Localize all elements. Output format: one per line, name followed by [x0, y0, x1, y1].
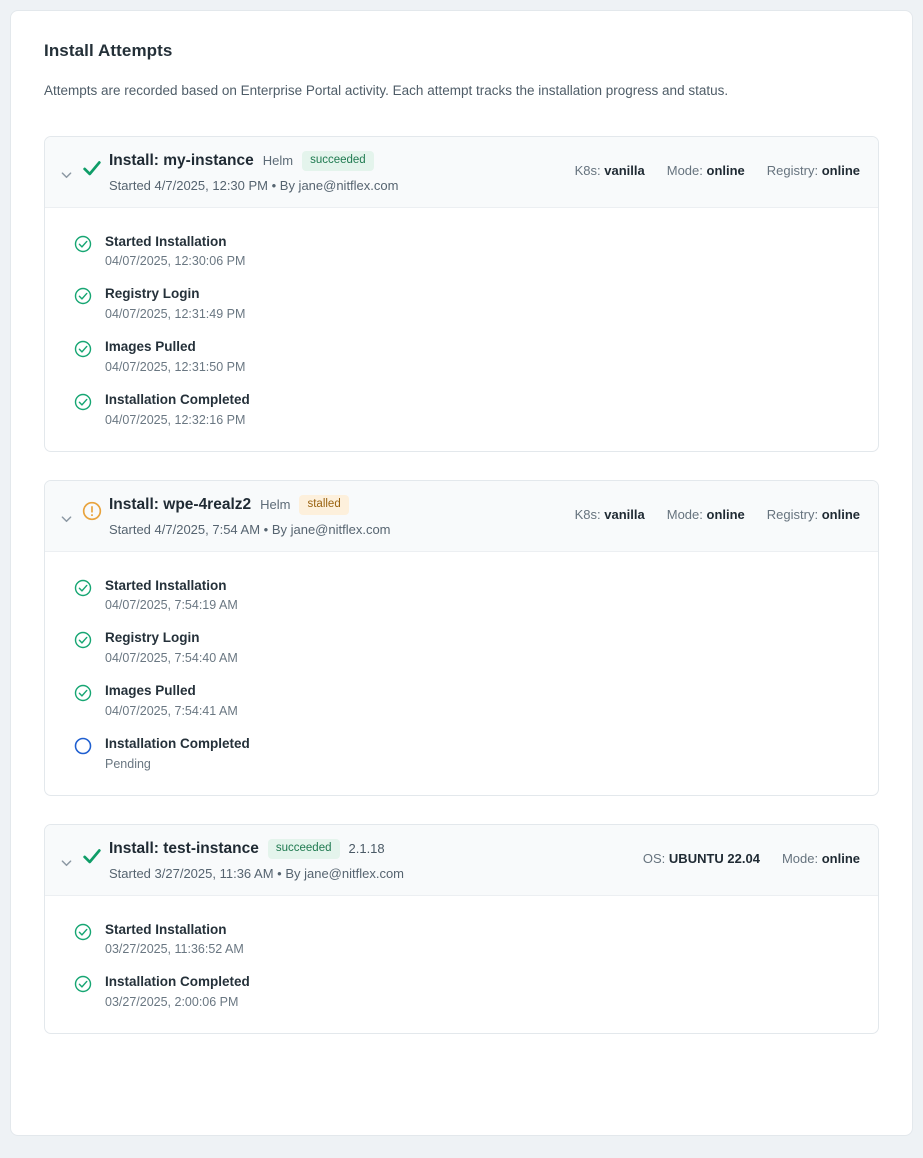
step-row — [61, 234, 862, 269]
attempt-header-main — [109, 839, 643, 881]
step-text — [105, 922, 862, 957]
page-subtitle: Attempts are recorded based on Enterprise Portal activity. Each attempt tracks the installation progress and status. — [44, 83, 729, 98]
meta-value: vanilla — [604, 163, 645, 178]
step-text — [105, 736, 862, 771]
check-ring-icon — [61, 922, 105, 941]
meta-value: online — [821, 163, 860, 178]
meta-value: UBUNTU 22.04 — [668, 851, 760, 867]
attempt-header[interactable] — [45, 137, 878, 208]
attempt-title-row — [109, 495, 575, 515]
attempt-meta — [575, 495, 862, 522]
attempt-kind: Helm — [260, 497, 291, 513]
attempt-header[interactable] — [45, 481, 878, 552]
step-timestamp: 04/07/2025, 12:32:16 PM — [105, 413, 246, 428]
meta-value: online — [706, 163, 745, 178]
attempt-started-line: Started 4/7/2025, 12:30 PM • By jane@nitflex.com — [109, 177, 399, 193]
meta-item — [767, 163, 860, 178]
meta-item — [667, 507, 745, 522]
chevron-down-icon[interactable] — [57, 839, 75, 869]
attempts-list — [33, 136, 890, 1034]
attempt-meta — [643, 839, 862, 866]
attempt-card — [44, 136, 879, 452]
attempt-card — [44, 824, 879, 1034]
meta-label: Mode: — [666, 163, 703, 178]
step-label: Images Pulled — [105, 683, 196, 699]
attempt-title-row — [109, 151, 575, 171]
step-row — [61, 286, 862, 321]
meta-label: Registry: — [766, 163, 819, 178]
attempt-title: Install: wpe-4realz2 — [109, 495, 252, 513]
check-ring-icon — [61, 974, 105, 993]
check-ring-icon — [61, 683, 105, 702]
check-ring-icon — [61, 578, 105, 597]
step-row — [61, 578, 862, 613]
step-text — [105, 392, 862, 427]
meta-label: Mode: — [666, 507, 703, 523]
attempt-started-line: Started 3/27/2025, 11:36 AM • By jane@nitflex.com — [109, 865, 405, 881]
attempt-header[interactable] — [45, 825, 878, 896]
step-label: Images Pulled — [105, 339, 196, 355]
meta-label: K8s: — [574, 163, 601, 178]
check-ring-icon — [61, 286, 105, 305]
chevron-down-icon[interactable] — [57, 495, 75, 525]
step-label: Registry Login — [105, 630, 200, 646]
empty-ring-icon — [61, 736, 105, 755]
step-text — [105, 234, 862, 269]
step-row — [61, 339, 862, 374]
check-ring-icon — [61, 630, 105, 649]
step-timestamp: 04/07/2025, 7:54:19 AM — [105, 598, 238, 613]
meta-item — [782, 851, 860, 866]
step-text — [105, 974, 862, 1009]
meta-value: online — [821, 851, 860, 867]
attempt-kind: Helm — [262, 153, 294, 169]
step-text — [105, 339, 862, 374]
attempt-header-main — [109, 495, 575, 537]
install-attempts-panel — [10, 10, 913, 1136]
chevron-down-icon[interactable] — [57, 151, 75, 181]
check-icon — [75, 151, 109, 179]
check-icon — [75, 839, 109, 867]
attempt-started-line: Started 4/7/2025, 7:54 AM • By jane@nitflex.com — [109, 521, 391, 537]
meta-label: Registry: — [766, 507, 819, 523]
attempt-card — [44, 480, 879, 796]
attempt-steps — [45, 208, 878, 452]
page-title: Install Attempts — [44, 41, 173, 60]
step-label: Installation Completed — [105, 736, 250, 752]
step-timestamp: 03/27/2025, 2:00:06 PM — [105, 995, 239, 1010]
meta-item — [643, 851, 760, 866]
attempt-meta — [575, 151, 862, 178]
status-badge: succeeded — [302, 151, 374, 171]
step-text — [105, 286, 862, 321]
step-text — [105, 683, 862, 718]
warning-icon — [75, 495, 109, 521]
meta-item — [575, 507, 645, 522]
step-label: Started Installation — [105, 233, 227, 249]
step-timestamp: 04/07/2025, 12:30:06 PM — [105, 254, 246, 269]
check-ring-icon — [61, 392, 105, 411]
step-timestamp: 04/07/2025, 12:31:50 PM — [105, 360, 246, 375]
meta-item — [767, 507, 860, 522]
step-row — [61, 736, 862, 771]
step-label: Started Installation — [105, 921, 227, 937]
attempt-title-row — [109, 839, 643, 859]
meta-label: K8s: — [574, 507, 601, 523]
check-ring-icon — [61, 234, 105, 253]
attempt-title: Install: test-instance — [109, 839, 259, 857]
status-badge: succeeded — [268, 839, 340, 859]
meta-label: OS: — [642, 851, 666, 867]
step-timestamp: 04/07/2025, 7:54:41 AM — [105, 704, 238, 719]
check-ring-icon — [61, 339, 105, 358]
step-text — [105, 578, 862, 613]
meta-value: online — [821, 507, 860, 523]
step-timestamp: 03/27/2025, 11:36:52 AM — [105, 942, 244, 957]
step-timestamp: 04/07/2025, 7:54:40 AM — [105, 651, 238, 666]
step-row — [61, 683, 862, 718]
meta-value: vanilla — [604, 507, 645, 523]
step-row — [61, 630, 862, 665]
attempt-title: Install: my-instance — [109, 151, 254, 169]
version-label: 2.1.18 — [348, 841, 385, 857]
meta-label: Mode: — [781, 851, 819, 867]
step-row — [61, 974, 862, 1009]
step-label: Started Installation — [105, 577, 227, 593]
step-label: Registry Login — [105, 286, 200, 302]
meta-item — [575, 163, 645, 178]
status-badge: stalled — [299, 495, 348, 515]
attempt-steps — [45, 552, 878, 796]
step-text — [105, 630, 862, 665]
attempt-steps — [45, 896, 878, 1034]
step-row — [61, 392, 862, 427]
step-timestamp: Pending — [105, 757, 151, 772]
step-label: Installation Completed — [105, 974, 250, 990]
step-row — [61, 922, 862, 957]
meta-value: online — [706, 507, 745, 523]
attempt-header-main — [109, 151, 575, 193]
meta-item — [667, 163, 745, 178]
step-timestamp: 04/07/2025, 12:31:49 PM — [105, 307, 246, 322]
step-label: Installation Completed — [105, 392, 250, 408]
